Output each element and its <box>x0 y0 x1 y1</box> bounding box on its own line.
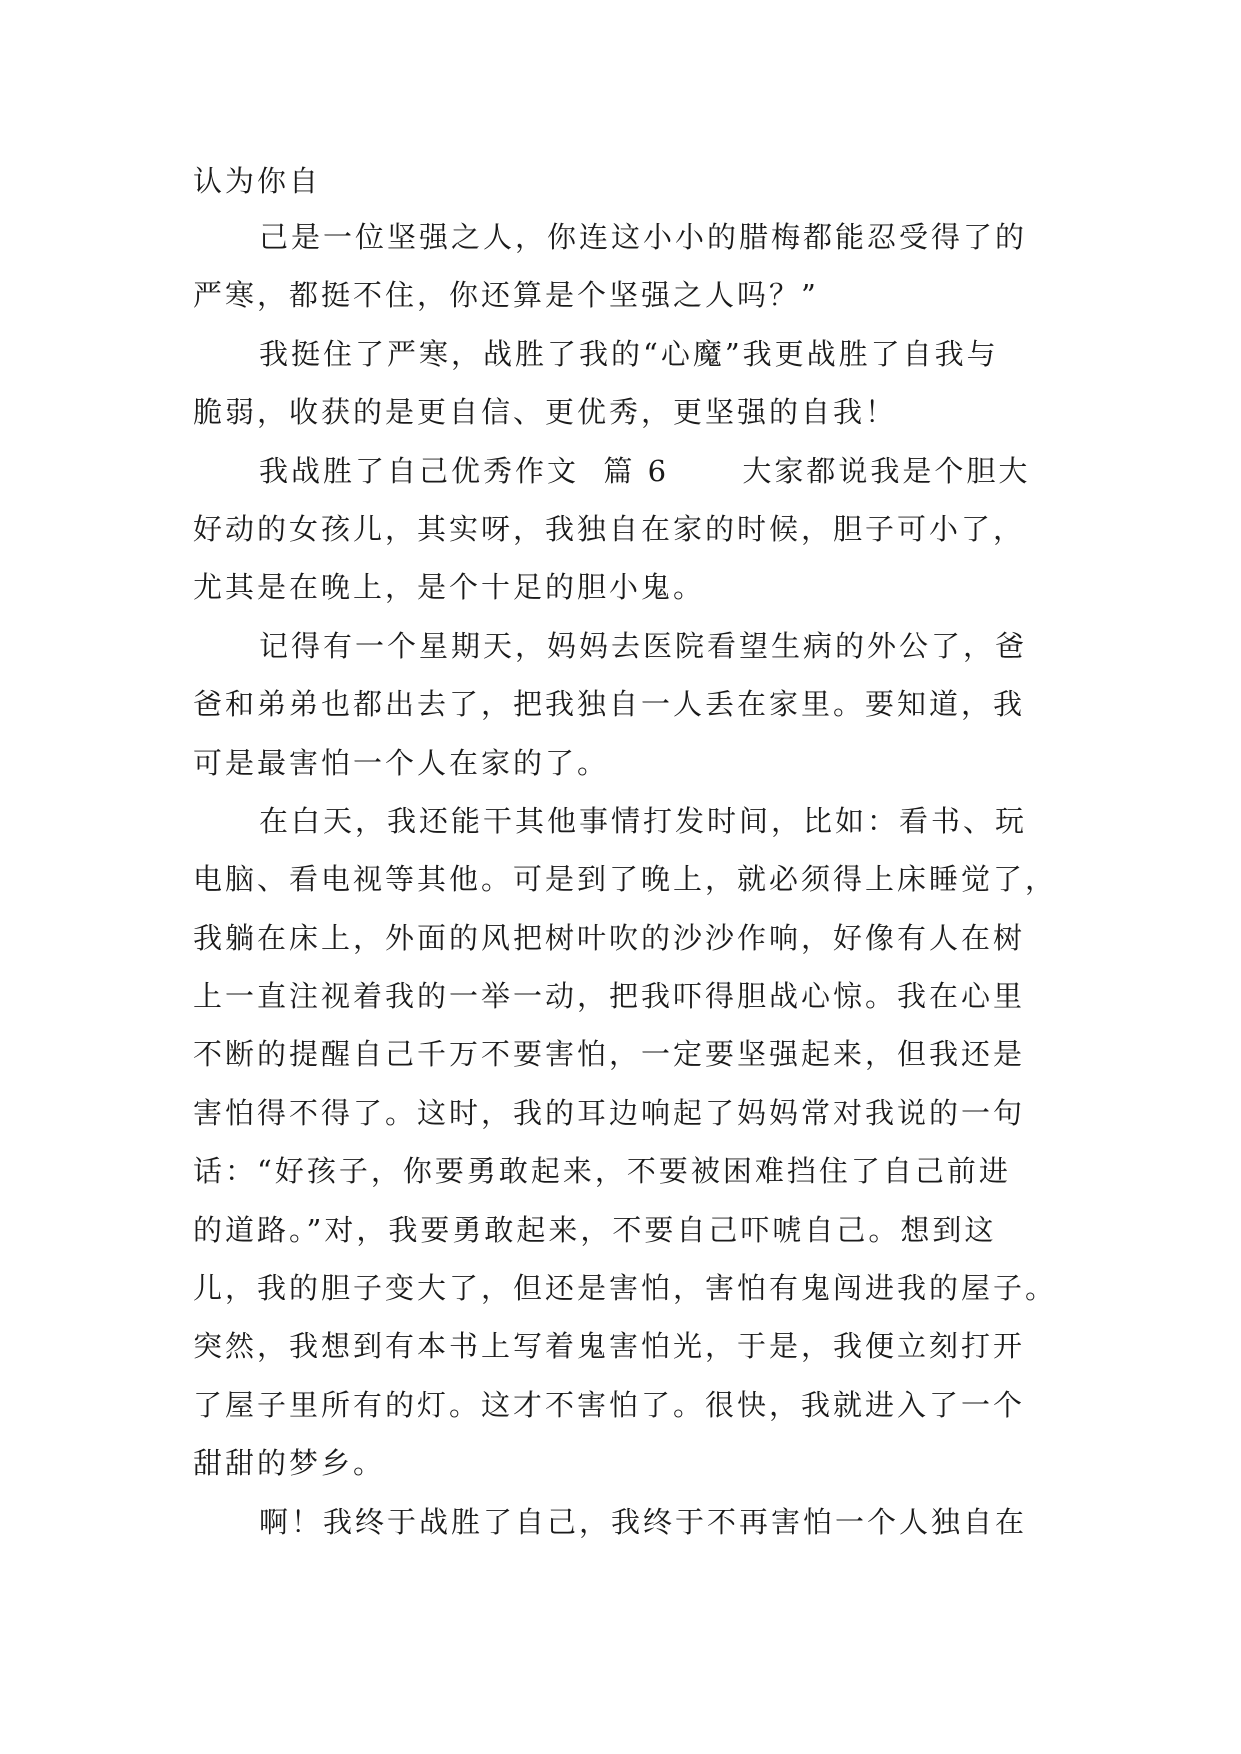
text-line: 可是最害怕一个人在家的了。 <box>193 745 610 780</box>
document-body <box>193 160 1058 1551</box>
text-line: 的道路。”对，我要勇敢起来，不要自己吓唬自己。想到这 <box>193 1212 997 1247</box>
text-line: 电脑、看电视等其他。可是到了晚上，就必须得上床睡觉了， <box>193 862 1058 897</box>
text-line: 甜甜的梦乡。 <box>193 1446 386 1481</box>
text-line: 了屋子里所有的灯。这才不害怕了。很快，我就进入了一个 <box>193 1387 1026 1422</box>
text-line: 突然，我想到有本书上写着鬼害怕光，于是，我便立刻打开 <box>193 1329 1026 1364</box>
text-line: 儿，我的胆子变大了，但还是害怕，害怕有鬼闯进我的屋子。 <box>193 1271 1058 1306</box>
text-line: 尤其是在晚上，是个十足的胆小鬼。 <box>193 570 706 605</box>
text-line: 害怕得不得了。这时，我的耳边响起了妈妈常对我说的一句 <box>193 1095 1026 1130</box>
text-line: 我战胜了自己优秀作文 篇 6 大家都说我是个胆大 <box>259 453 1031 488</box>
text-line: 脆弱，收获的是更自信、更优秀，更坚强的自我！ <box>193 395 898 430</box>
text-line: 严寒，都挺不住，你还算是个坚强之人吗？” <box>193 278 819 313</box>
text-line: 己是一位坚强之人，你连这小小的腊梅都能忍受得了的 <box>259 220 1028 254</box>
text-line: 我挺住了严寒，战胜了我的“心魔”我更战胜了自我与 <box>259 336 999 371</box>
text-line: 啊！我终于战胜了自己，我终于不再害怕一个人独自在 <box>259 1504 1028 1539</box>
text-line: 我躺在床上，外面的风把树叶吹的沙沙作响，好像有人在树 <box>193 920 1026 955</box>
text-line: 不断的提醒自己千万不要害怕，一定要坚强起来，但我还是 <box>193 1037 1026 1072</box>
text-line: 好动的女孩儿，其实呀，我独自在家的时候，胆子可小了， <box>193 511 1026 546</box>
text-line: 在白天，我还能干其他事情打发时间，比如：看书、玩 <box>259 803 1028 838</box>
text-line: 认为你自 <box>193 164 322 198</box>
text-line: 爸和弟弟也都出去了，把我独自一人丢在家里。要知道，我 <box>193 687 1026 722</box>
text-line: 话：“好孩子，你要勇敢起来，不要被困难挡住了自己前进 <box>193 1154 1011 1189</box>
text-line: 记得有一个星期天，妈妈去医院看望生病的外公了，爸 <box>259 628 1028 663</box>
text-line: 上一直注视着我的一举一动，把我吓得胆战心惊。我在心里 <box>193 979 1026 1014</box>
